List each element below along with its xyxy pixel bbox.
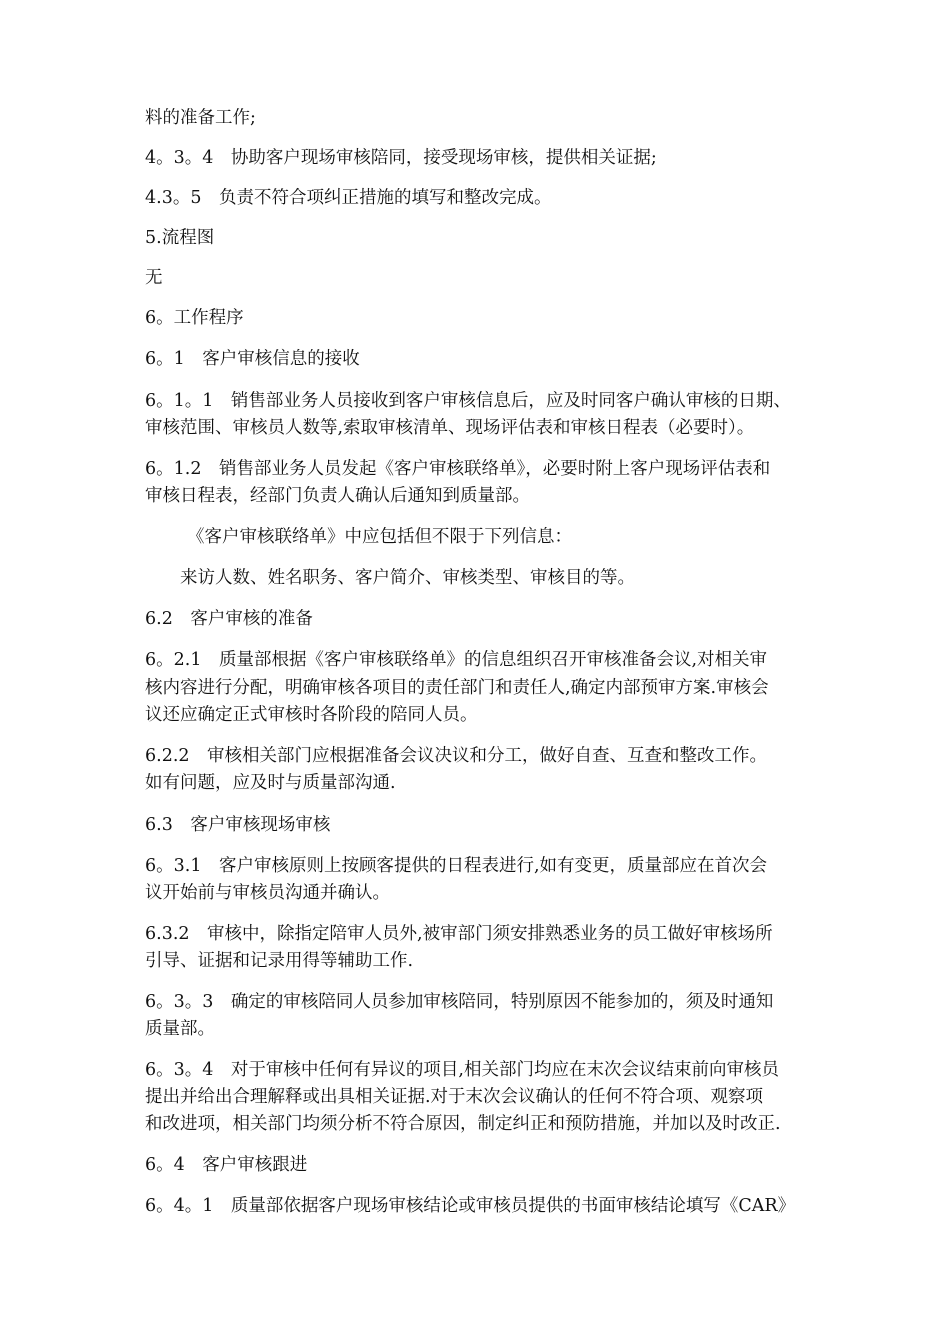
subsection-heading: 6.3 客户审核现场审核 (145, 815, 331, 835)
text-line: 提出并给出合理解释或出具相关证据.对于末次会议确认的任何不符合项、观察项 (145, 1087, 764, 1107)
text-line: 料的准备工作; (145, 108, 256, 128)
section-heading: 6。工作程序 (145, 308, 244, 328)
text-line: 核内容进行分配，明确审核各项目的责任部门和责任人,确定内部预审方案.审核会 (145, 678, 769, 698)
text-line: 6。4。1 质量部依据客户现场审核结论或审核员提供的书面审核结论填写《CAR》 (145, 1196, 796, 1216)
text-line: 6.3.2 审核中，除指定陪审人员外,被审部门须安排熟悉业务的员工做好审核场所 (145, 924, 773, 944)
text-line: 如有问题，应及时与质量部沟通. (145, 773, 396, 793)
subsection-heading: 6。4 客户审核跟进 (145, 1155, 308, 1175)
text-line: 6。1。1 销售部业务人员接收到客户审核信息后，应及时同客户确认审核的日期、 (145, 391, 791, 411)
text-line: 6。3。4 对于审核中任何有异议的项目,相关部门均应在末次会议结束前向审核员 (145, 1060, 779, 1080)
text-line: 议还应确定正式审核时各阶段的陪同人员。 (145, 705, 478, 725)
text-line: 质量部。 (145, 1019, 215, 1039)
text-line: 引导、证据和记录用得等辅助工作. (145, 951, 414, 971)
text-line: 6。2.1 质量部根据《客户审核联络单》的信息组织召开审核准备会议,对相关审 (145, 650, 768, 670)
text-line: 和改进项，相关部门均须分析不符合原因，制定纠正和预防措施，并加以及时改正. (145, 1114, 781, 1134)
text-line: 4.3。5 负责不符合项纠正措施的填写和整改完成。 (145, 188, 552, 208)
text-line: 议开始前与审核员沟通并确认。 (145, 883, 390, 903)
text-line: 6。1.2 销售部业务人员发起《客户审核联络单》，必要时附上客户现场评估表和 (145, 459, 771, 479)
text-line: 6。3.1 客户审核原则上按顾客提供的日程表进行,如有变更，质量部应在首次会 (145, 856, 768, 876)
text-line: 无 (145, 268, 163, 288)
text-line: 来访人数、姓名职务、客户简介、审核类型、审核目的等。 (180, 568, 635, 588)
text-line: 审核日程表，经部门负责人确认后通知到质量部。 (145, 486, 530, 506)
text-line: 审核范围、审核员人数等,索取审核清单、现场评估表和审核日程表（必要时）。 (145, 418, 755, 438)
text-line: 《客户审核联络单》中应包括但不限于下列信息： (187, 527, 572, 547)
text-line: 4。3。4 协助客户现场审核陪同，接受现场审核，提供相关证据; (145, 148, 657, 168)
subsection-heading: 6.2 客户审核的准备 (145, 609, 313, 629)
text-line: 6。3。3 确定的审核陪同人员参加审核陪同，特别原因不能参加的，须及时通知 (145, 992, 774, 1012)
text-line: 6.2.2 审核相关部门应根据准备会议决议和分工，做好自查、互查和整改工作。 (145, 746, 768, 766)
subsection-heading: 6。1 客户审核信息的接收 (145, 349, 360, 369)
section-heading: 5.流程图 (145, 228, 215, 248)
